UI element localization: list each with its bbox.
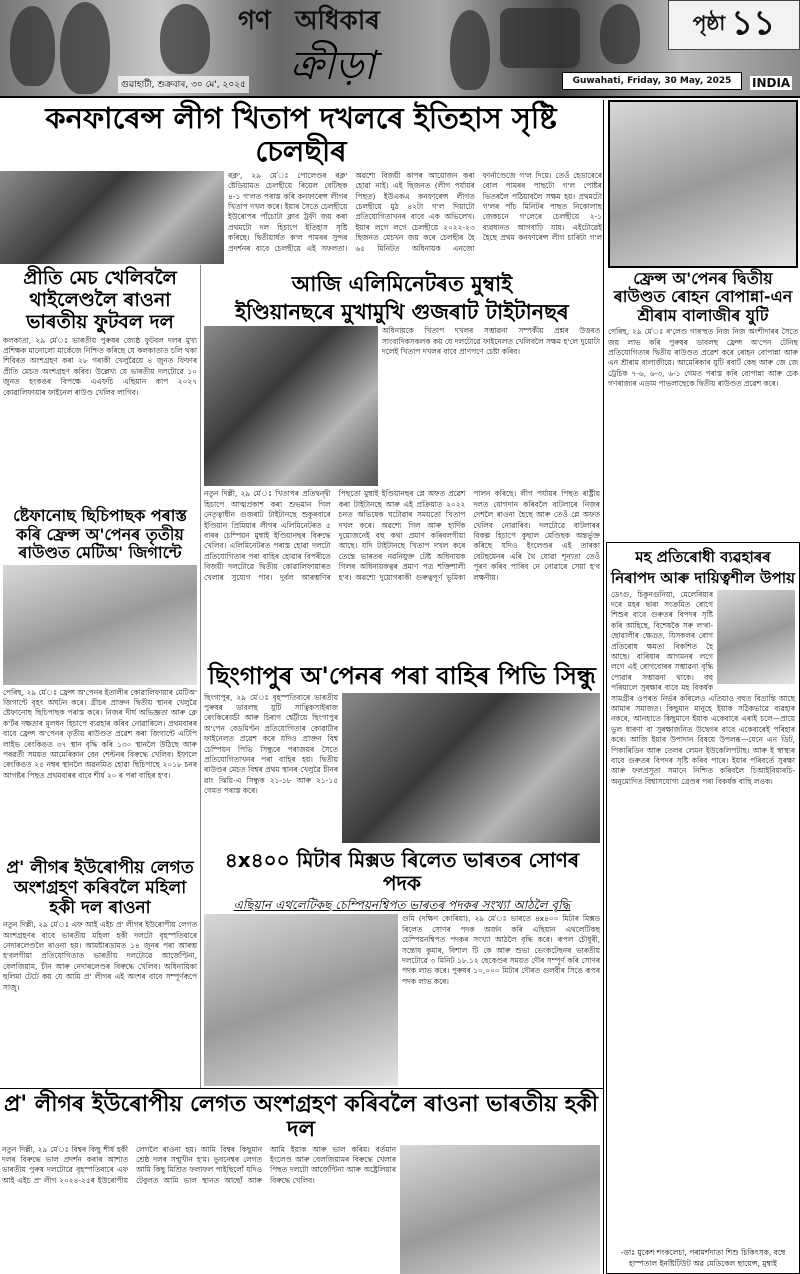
sindhu-headline: ছিংগাপুৰ অ'পেনৰ পৰা বাহিৰ পিভি সিন্ধু <box>208 661 596 690</box>
team-photo <box>500 8 580 68</box>
mosquito-article-box <box>606 542 800 1274</box>
men-hockey-section <box>0 1090 602 1274</box>
mumbai-headline-line2: ইণ্ডিয়ানছৰে মুখামুখি গুজৰাট টাইটানছৰ <box>235 300 569 325</box>
football-headline: প্ৰীতি মেচ খেলিবলৈ থাইলেণ্ডলৈ ৰাওনা ভাৰতীয় ফুটবল দল <box>23 267 177 333</box>
mosquito-headline-line2: নিৰাপদ আৰু দায়িত্বশীল উপায় <box>611 569 795 588</box>
column-divider <box>603 100 604 1274</box>
mosquito-body-text: ডেংগু, চিকুনগুনিয়া, মেলেৰিয়াৰ দৰে মহৰ দ্বাৰা সংক্ৰমিত ৰোগে শিশুৰ বাবে গুৰুতৰ বিপদৰ সৃষ্টি কৰি আহিছে, বিশেষকৈ সৰু ল'ৰা-ছোৱালীৰ ক্ষেত্ৰত, যিসকলৰ ৰোগ প্ৰতিৰোধ ক্ষমতা বিকশিত হৈ আছে। বাৰিষাৰ আগমনৰ লগে লগে এই ৰোগবোৰৰ সম্ভাৱনা বৃদ্ধি পোৱাৰ সম্ভাৱনা থাকে। বহু পৰিয়ালে সুৰক্ষাৰ বাবে মহ বিকৰ্ষক সামগ্ৰীৰ ওপৰত নিৰ্ভৰ কৰিলেও এতিয়াও বহুত বিভ্ৰান্তি আছে আমাৰ সমাজত। কিছুমান মানুহে ইয়াক সঠিকভাৱে ব্যৱহাৰ নকৰে, আনহাতে কিছুমানে ইয়াক একেবাৰে এৰাই চলে—প্ৰায়ে ভুল ধাৰণা বা সুৰক্ষাজনিত উদ্বেগৰ বাবে একেবাৰেই পৰিহাৰ কৰে। আজি ইয়াৰ উপাদান বিষয়ে উপলব্ধ—যেনে এন ডিট, পিকাৰিডিন আৰু তেলৰ লেমন ইউকেলিপটাছ। আৰু ই স্বাস্থ্যৰ বাবে গুৰুতৰ বিপদৰ সৃষ্টি কৰিব পাৰে। ইয়াৰ পৰিবৰ্তে সুৰক্ষা আৰু ফলপ্ৰসূতা সমানে নিশ্চিত কৰিবলৈ চিআইবিয়াৰচি-অনুমোদিত বিশ্বাসযোগ্য ব্ৰেণ্ডৰ পৰা বিকৰ্ষক বাছি লওক। <box>611 589 795 786</box>
player-photo <box>10 6 55 86</box>
mumbai-article-side: অধিনায়কে খিতাপ দখলৰ সম্ভাৱনা সম্পৰ্কীয় প্ৰশ্নৰ উত্তৰত সাংবাদিকসকলক কয় যে দলটোৱে ফাইনেলত খেলিবলৈ সক্ষম হ'লে দুয়োটা দলেই খিতাপ দখলৰ বাবে প্ৰাণপণে চেষ্টা কৰিব। <box>382 326 600 357</box>
relay-team-photo <box>204 914 398 1086</box>
relay-article-body: গুমি (দক্ষিণ কোৰিয়া), ২৯ মে'ঃ ভাৰতে ৪x৪০০ মিটাৰ মিক্সড ৰিলেত সোণৰ পদক অৰ্জন কৰি এছিয়ান এথলেটিকছ চেম্পিয়নশ্বিপত পদকৰ সংখ্যা আঠলৈ বৃদ্ধি কৰে। ৰূপল চৌধুৰী, সন্তোষ কুমাৰ, বিশাল টি কে আৰু শুভা ভেংকটেছনৰ ভাৰতীয় দলটোৱে ৩ মিনিট ১৮.১২ ছেকেণ্ডৰ সময়ত দৌৰ সম্পূৰ্ণ কৰি সোণৰ পদক লাভ কৰে। পুৰুষৰ ১০,০০০ মিটাৰ দৌৰত গুলবীৰ সিঙে ৰূপৰ পদক লাভ কৰে। <box>402 914 600 986</box>
masthead-banner <box>0 0 800 98</box>
chelsea-section <box>0 100 602 264</box>
bopanna-headline: ফ্ৰেন্স অ'পেনৰ দ্বিতীয় ৰাউণ্ডত ৰোহন বোপান্না-এন শ্ৰীৰাম বালাজীৰ যুটি <box>613 269 793 325</box>
metteo-article-body: পেৰিছ, ২৯ মে'ঃ ফ্ৰেন্স অ'পেনৰ ইতালীৰ কোৱালিফায়াৰ মেটিঅ' জিগান্টে বৃহৎ অঘটন কৰে। গ্ৰীচৰ প্ৰাক্তন দ্বিতীয় স্থানৰ খেলুৱৈ ষ্টেফানোছ ছিচিপাছক পৰাস্ত কৰে। নিজৰ দীৰ্ঘ অভিজ্ঞতা আৰু ক্লে ক'ৰ্টৰ দক্ষতাৰ মূলধন হিচাপে ব্যৱহাৰ কৰিব নোৱাৰিলে। প্ৰথমবাৰৰ বাবে ফ্ৰেন্স অ'পেনৰ তৃতীয় ৰাউণ্ডত প্ৰৱেশ কৰা জিগান্টে এটিপি লাইভ ৰেংকিঙত ৩৭ স্থান বৃদ্ধি কৰি ১৩০ স্থানলৈ উঠিছে আৰু পৰৱৰ্তী সময়ত আমেৰিকান বেন শেল্টনৰ বিৰুদ্ধে খেলিব। ইফালে ৰেংকিঙত ২৫ নম্বৰ স্থানলৈ অৱনমিত হোৱা ছিচিপাছে ২০১৮ চনৰ আগষ্টৰ পিছত প্ৰথমবাৰৰ বাবে শীৰ্ষ ২০ ৰ পৰা বাহিৰ হ'ব। <box>3 687 197 780</box>
sindhu-photo <box>342 693 600 843</box>
paper-title-part1: গণ <box>238 6 271 36</box>
page-number-box <box>668 0 800 50</box>
gigante-photo <box>3 565 197 685</box>
column-divider <box>200 265 201 1088</box>
player-photo <box>160 4 210 74</box>
relay-headline: ৪x৪০০ মিটাৰ মিক্সড ৰিলেত ভাৰতৰ সোণৰ পদক <box>224 847 580 895</box>
men-hockey-headline: প্ৰ' লীগৰ ইউৰোপীয় লেগত অংশগ্ৰহণ কৰিবলৈ ৰাওনা ভাৰতীয় হকী দল <box>3 1092 598 1143</box>
chelsea-headline: কনফাৰেন্স লীগ খিতাপ দখলৰে ইতিহাস সৃষ্টি চেলছীৰ <box>45 101 557 169</box>
doctor-photo <box>717 590 795 684</box>
paper-title-part2: অধিকাৰ <box>295 6 380 36</box>
page-number: ১১ <box>731 2 776 43</box>
mumbai-article-body: নতুন দিল্লী, ২৯ মে'ঃ খিতাপৰ প্ৰতিদ্বন্দ্বী হিচাপে আত্মপ্ৰকাশ কৰা শুভমান গিল নেতৃত্বাধীন গুজৰাট টাইটানছে শুকুৰবাৰে ইণ্ডিয়ান প্ৰিমিয়াৰ লীগৰ এলিমিনেটৰত ৫ বাৰৰ চেম্পিয়ন মুম্বাই ইণ্ডিয়ানছৰ বিৰুদ্ধে খেলিব। এলিমিনেটৰত পৰাস্ত হোৱা দলটো প্ৰতিযোগিতাৰ পৰা বাহিৰ হোৱাৰ বিপৰীতে বিজয়ী দলটোৱে দ্বিতীয় কোৱালিফায়াৰত খেলাৰ সুযোগ পাব। দুৰ্বল আৰম্ভণিৰ পিছতো মুম্বাই ইণ্ডিয়ানছৰ প্লে অফত প্ৰৱেশ কৰা টাইটানছে আৰু এই প্ৰক্ৰিয়াত ২০২২ চনত অভিষেক ঘটোৱাৰ সময়তো খিতাপ দখল কৰে। অৱশ্যে গিল আৰু হাৰ্দিক দুয়োজনেই বহু কথা প্ৰমাণ কৰিবলগীয়া আছে। যদি টাইটানছে খিতাপ দখল কৰে তেন্তে ভাৰতৰ নৱনিযুক্ত টেষ্ট অধিনায়ক গিলৰ অধিনায়কত্বৰ প্ৰমাণ পত্ৰ শক্তিশালী হ'ব। অৱশ্যে দুয়োগৰাকী গুৰুত্বপূৰ্ণ ভূমিকা পালন কৰিছে। লীগ পৰ্যায়ৰ পিছত ৰাষ্ট্ৰীয় দলত যোগদান কৰিবলৈ বাটলাৰে নিজৰ দেশলৈ ৰাওনা হৈছে আৰু তেওঁ প্লে অফত খেলিব নোৱাৰিব। দলটোৱে বাটলাৰৰ বিকল্প হিচাপে কুছাল মেণ্ডিছক অন্তৰ্ভুক্ত কৰিছে যদিও ইংলেণ্ডৰ এই তাৰকা বেটছমেনৰ এৰি থৈ যোৱা শূন্যতা তেওঁ পূৰণ কৰিব পাৰিব নে নোৱাৰে সেয়া হ'ব লক্ষণীয়। <box>204 489 600 582</box>
date-assamese: গুৱাহাটী, শুক্ৰবাৰ, ৩০ মে', ২০২৫ <box>118 76 249 93</box>
section-divider <box>0 1088 603 1089</box>
page-label: পৃষ্ঠা <box>692 10 726 35</box>
mosquito-article-body <box>611 590 795 1244</box>
player-photo <box>450 10 490 90</box>
football-article-body: কলকাতা, ২৯ মে'ঃ ভাৰতীয় পুৰুষৰ জ্যেষ্ঠ ফুটবল দলৰ মুখ্য প্ৰশিক্ষক মানোলো মাৰ্কেজে নিশ্চিত কৰিছে যে কলকাতাত চলি থকা শিবিৰত অংশগ্ৰহণ কৰা ২৮ গৰাকী খেলুৱৈয়ে ৪ জুনত ফিফাৰ প্ৰীতি মেচত অংশগ্ৰহণ কৰিব। উল্লেখ্য যে ভাৰতীয় দলটোৱে ১০ জুনত হংকঙৰ বিপক্ষে এএফচি এছিয়ান কাপ ২০২৭ কোৱালিফায়াৰ ফাইনেল ৰাউণ্ড খেলিব লাগিব। <box>3 335 197 397</box>
player-photo <box>600 4 640 64</box>
gill-pandya-photo <box>204 326 378 486</box>
bopanna-section <box>608 100 798 538</box>
women-hockey-article-body: নতুন দিল্লী, ২৯ মে'ঃ এফ আই এইচ প্ৰ' লীগৰ ইউৰোপীয় লেগত অংশগ্ৰহণৰ বাবে ভাৰতীয় মহিলা হকী দলটো বৃহস্পতিবাৰে নেদাৰলেণ্ডলৈ ৰাওনা হয়। আমষ্টাৰডামত ১৪ জুনৰ পৰা আৰম্ভ হ'বলগীয়া প্ৰতিযোগিতাত ভাৰতীয় দলটোৱে আৰ্জেণ্টিনা, বেলজিয়াম, চীন আৰু নেদাৰলেণ্ডৰ বিৰুদ্ধে খেলিব। অধিনায়িকা ছলিমা টেটে কয় যে আমি প্ৰ' লীগৰ এই অংশৰ বাবে সম্পূৰ্ণৰূপে সাজু। <box>3 920 197 992</box>
sindhu-article-body: ছিংগাপুৰ, ২৯ মে'ঃ বৃহস্পতিবাৰে ভাৰতীয় পুৰুষৰ ডাবলছ যুটি সাত্বিকসাইৰাজ ৰেংকিৰেড্ডী আৰু চিৰাগ শ্বেট্টীয়ে ছিংগাপুৰ অ'পেন বেডমিণ্টন প্ৰতিযোগিতাৰ কোৱাৰ্টাৰ ফাইনেলত প্ৰৱেশ কৰে যদিও প্ৰাক্তন বিশ্ব চেম্পিয়ন পিভি সিন্ধুৰে পৰাজয়ৰ সৈতে প্ৰতিযোগিতাখনৰ পৰা বাহিৰ হয়। দ্বিতীয় ৰাউণ্ডৰ মেচত বিশ্বৰ প্ৰথম স্থানৰ খেলুৱৈ চীনৰ ৱাং ঝিয়ি-এ সিন্ধুক ২১-১৮ আৰু ২১-১৫ গেমত পৰাস্ত কৰে। <box>204 692 338 796</box>
player-photo <box>60 2 110 94</box>
mumbai-headline-line1: আজি এলিমিনেটৰত মুম্বাই <box>291 272 513 296</box>
mosquito-byline <box>611 1247 795 1269</box>
date-english: Guwahati, Friday, 30 May, 2025 <box>562 72 742 90</box>
byline-line1: -ডাঃ মুকেশ শংকলেচা, পৰামৰ্শদাতা শিশু চিকিৎসক, বম্বে <box>620 1248 786 1257</box>
relay-subheadline: এছিয়ান এথলেটিকছ চেম্পিয়নশ্বিপত ভাৰতৰ পদকৰ সংখ্যা আঠলৈ বৃদ্ধি <box>233 897 571 912</box>
bopanna-photo <box>608 100 798 268</box>
left-column <box>3 266 197 1086</box>
men-hockey-team-photo <box>400 1145 600 1274</box>
metteo-headline: ষ্টেফানোছ ছিচিপাছক পৰাস্ত কৰি ফ্ৰেন্স অ'পেনৰ তৃতীয় ৰাউণ্ডত মেটিঅ' জিগান্টে <box>13 506 187 563</box>
country-label: INDIA <box>752 76 791 90</box>
bopanna-article-body: পেৰিছ, ২৯ মে'ঃ ৰ'লেণ্ড গাৰ'ছত নিজ নিজ অংশীদাৰৰ সৈতে জয় লাভ কৰি পুৰুষৰ ডাবলছ ফ্ৰেন্স অ'পেন টেনিছ প্ৰতিযোগিতাৰ দ্বিতীয় ৰাউণ্ডত প্ৰৱেশ কৰে ৰোহন বোপান্না আৰু এন শ্ৰীৰাম বালাজীয়ে। আমেৰিকাৰ যুটি ৰবাৰ্ট কেছ আৰু জে জে ট্ৰেচিক ৭-৬, ৬-৩, ৬-১ গেমত পৰাস্ত কৰি বোপান্না আৰু চেক গণৰাজ্যৰ এডাম পাভলাছেকে দ্বিতীয় ৰাউণ্ডত প্ৰৱেশ কৰে। <box>608 327 798 389</box>
section-title: ক্ৰীড়া <box>290 43 376 89</box>
chelsea-celebration-photo <box>0 171 224 264</box>
byline-line2: হাস্পতাল ইনষ্টিটিউট অৱ মেডিকেল ছায়েন্স, মুম্বাই <box>629 1259 777 1268</box>
women-hockey-headline: প্ৰ' লীগৰ ইউৰোপীয় লেগত অংশগ্ৰহণ কৰিবলৈ মহিলা হকী দল ৰাওনা <box>6 858 194 918</box>
middle-column <box>204 270 600 1086</box>
chelsea-article-body: ৰক্ল', ২৯ মে'ঃ পোলেণ্ডৰ ৰক্ল' ষ্টেডিয়ামত চেলছীয়ে ৰিয়েল বেটিছক ৪-১ গ'লত পৰাস্ত কৰি কনফাৰেন্স লীগৰ খিতাপ দখল কৰে। ইয়াৰ সৈতে চেলছীয়ে ইউৰোপৰ পাঁচোটা ক্লাব ট্ৰফী জয় কৰা প্ৰথমটো দল হিচাপে ইতিহাস সৃষ্টি কৰিছে। দ্বিতীয়াৰ্ধত ক'ল পামৰৰ সুন্দৰ প্ৰদৰ্শনৰ বাবে চেলছীয়ে এই সফলতা। অৱশ্যে বিজয়ী কাপৰ আয়োজন কৰা হোৱা নাই। এই ছিজনত (লীগ পৰ্যায়ৰ পিছত) ইউএকএ কনফাৰেন্স লীগত চেলছীয়ে মুঠ ৪২টা গ'ল দিয়াটো প্ৰতিযোগিতাখনৰ বাবে এক অভিলেখ। ইয়াৰ লগে লগে চেলছীয়ে ২০২২-২৩ ছিজনত মেচখন জয় কৰে চেলছীৰ হৈ ৬৫ মিনিটত অধিনায়ক এনজো ফাৰ্নাণ্ডেজে গ'ল দিয়ে। তেওঁ হেডাৰেৰে বোল পামৰৰ পাছটো গ'ল পোষ্টৰ ভিতৰলৈ পঠিয়াবলৈ সক্ষম হয়। প্ৰথমটো গ'লৰ পাঁচ মিনিটৰ পাছত নিকোলাছ জেকচনে গ'লেৰে চেলছীয়ে ২-১ ব্যৱধানত আগবাঢ়ি যায়। এইটোৱেই হৈছে প্ৰথম কনফাৰেন্স লীগ চাৰিটা গ'ল <box>228 170 602 253</box>
mosquito-headline-line1: মহ প্ৰতিৰোধী ব্যৱহাৰৰ <box>635 548 771 566</box>
men-hockey-article-body: নতুন দিল্লী, ২৯ মে'ঃ বিশ্বৰ কিছু শীৰ্ষ হকী দলৰ বিৰুদ্ধে ভাল প্ৰদৰ্শন কৰাৰ আশাত ভাৰতীয় পুৰুষ দলটোৱে বৃহস্পতিবাৰে এফ আই এইচ প্ৰ' লীগ ২০২৪-২৫ৰ ইউৰোপীয় লেগলৈ ৰাওনা হয়। আমি বিশ্বৰ কিছুমান শ্ৰেষ্ঠ দলৰ সন্মুখীন হ'ম। ভুবনেশ্বৰ লেগত আমি কিছু মিশ্ৰিত ফলাফল পাইছিলোঁ যদিও টেবুলত আমি ভাল স্থানত আছোঁ আৰু আমি ইয়াক আৰু ভাল কৰিম। বৰ্তমান ইংলেণ্ড আৰু বেলজিয়ামৰ বিৰুদ্ধে খেলাৰ পিছত দলটো আৰ্জেণ্টিনা আৰু অষ্ট্ৰেলিয়াৰ বিৰুদ্ধে খেলিব। <box>2 1144 396 1185</box>
